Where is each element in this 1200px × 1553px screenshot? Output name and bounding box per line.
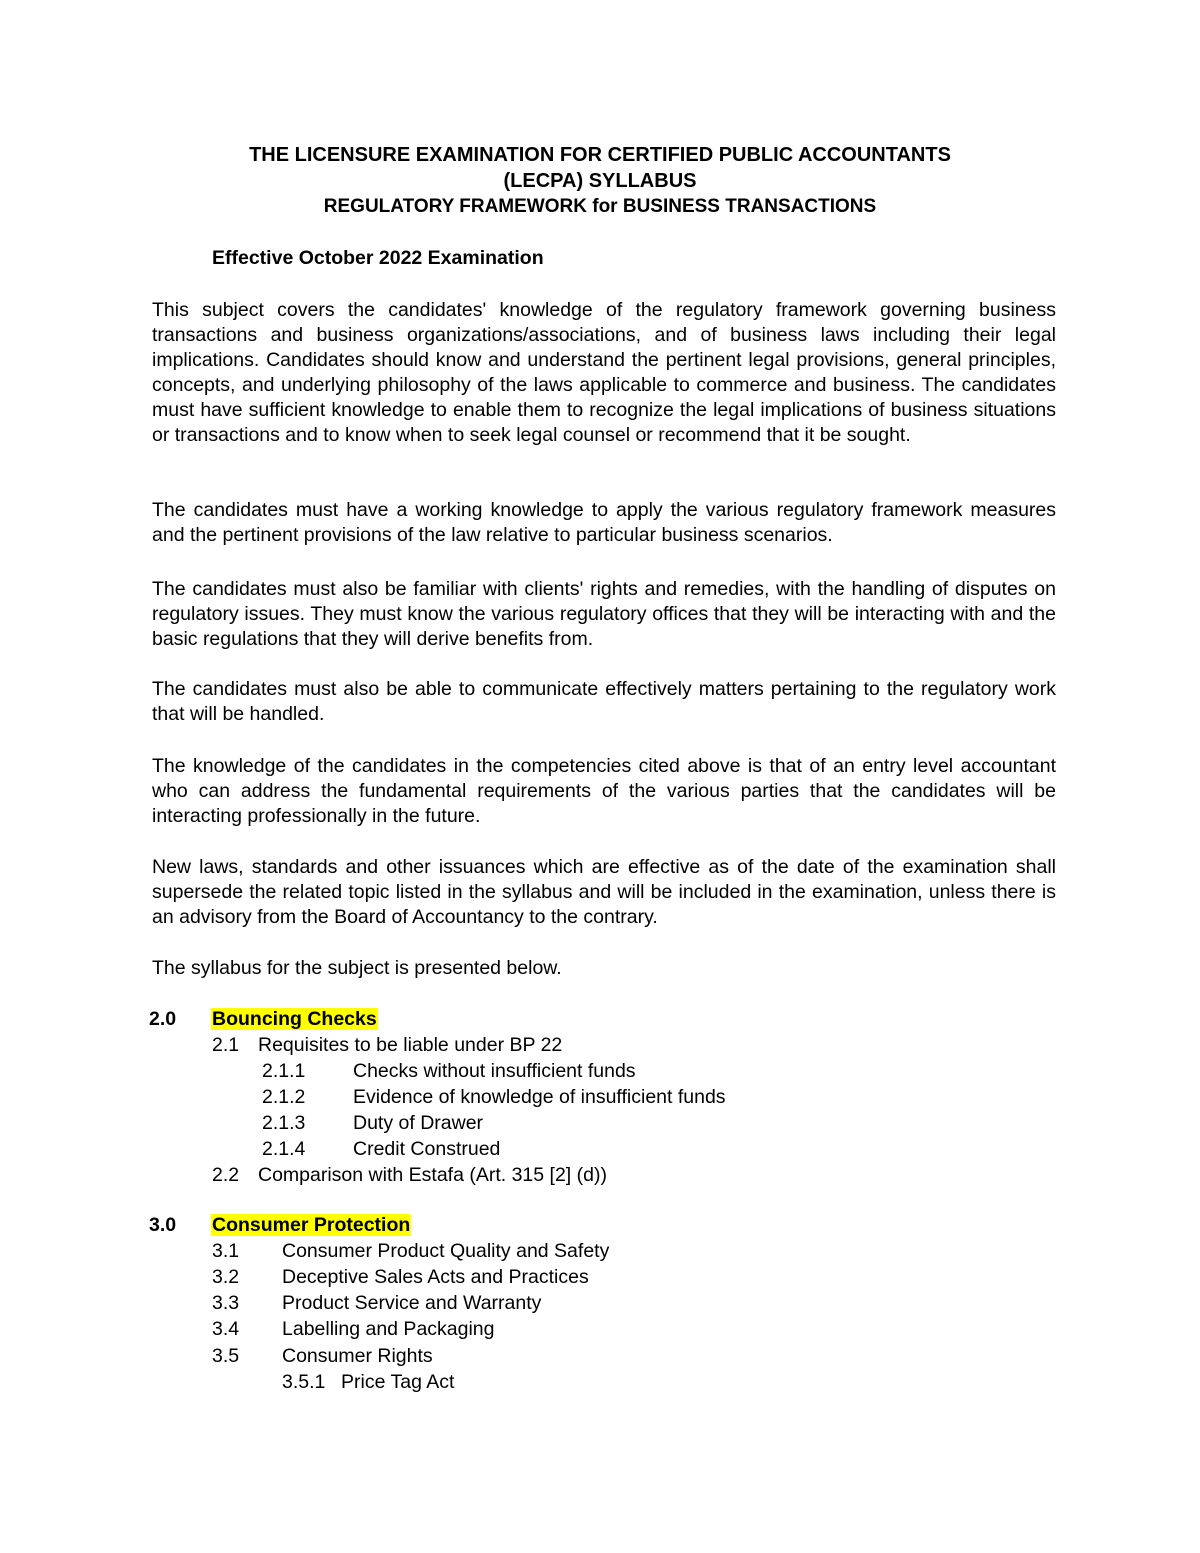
list-item — [212, 1343, 239, 1369]
item-number: 2.1 — [212, 1034, 240, 1056]
section-number-text: 2.0 — [149, 1008, 177, 1030]
section-title — [211, 1006, 378, 1032]
section-number-text: 3.0 — [149, 1214, 177, 1236]
paragraph: New laws, standards and other issuances which are effective as of the date of the examination shall supersede the related topic listed in the syllabus and will be included in the examination, unless there is an advisory from the Board of Accountancy to the contrary. — [152, 856, 1056, 928]
item-number: 3.5 — [212, 1345, 240, 1367]
section-title — [211, 1212, 411, 1238]
title-line-2: (LECPA) SYLLABUS — [503, 170, 697, 192]
item-label: Comparison with Estafa (Art. 315 [2] (d)) — [258, 1164, 607, 1186]
item-label: Consumer Rights — [282, 1345, 433, 1367]
item-label: Deceptive Sales Acts and Practices — [282, 1266, 589, 1288]
list-item — [258, 1162, 607, 1188]
section-number — [149, 1212, 176, 1238]
list-item — [262, 1136, 305, 1162]
paragraph: The knowledge of the candidates in the competencies cited above is that of an entry level accountant who can address the fundamental requirements of the various parties that the candidates will be interacting professionally in the future. — [152, 755, 1056, 827]
item-number: 3.3 — [212, 1292, 240, 1314]
list-item — [282, 1316, 495, 1342]
list-item — [212, 1264, 239, 1290]
list-item — [341, 1369, 454, 1395]
item-label: Duty of Drawer — [353, 1112, 484, 1134]
item-number: 2.2 — [212, 1164, 240, 1186]
list-item — [353, 1084, 726, 1110]
paragraph: The candidates must also be familiar with clients' rights and remedies, with the handling of disputes on regulatory issues. They must know the various regulatory offices that they will be interacting with and the basic regulations that they will derive benefits from. — [152, 578, 1056, 650]
item-number: 3.1 — [212, 1240, 240, 1262]
list-item — [212, 1316, 239, 1342]
list-item — [282, 1264, 589, 1290]
list-item — [282, 1290, 541, 1316]
list-item — [282, 1369, 325, 1395]
list-item — [353, 1110, 483, 1136]
list-item — [212, 1162, 239, 1188]
paragraph: This subject covers the candidates' knowledge of the regulatory framework governing business transactions and business organizations/associations, and of business laws including their legal implications. Candidates should know and understand the pertinent legal provisions, general principles, concepts, and underlying philosophy of the laws applicable to commerce and business. The candidates must have sufficient knowledge to enable them to recognize the legal implications of business situations or transactions and to know when to seek legal counsel or recommend that it be sought. — [152, 299, 1056, 446]
title-line-1: THE LICENSURE EXAMINATION FOR CERTIFIED PUBLIC ACCOUNTANTS — [249, 144, 951, 166]
list-item — [282, 1343, 433, 1369]
section-number — [149, 1006, 176, 1032]
title-line-3: REGULATORY FRAMEWORK for BUSINESS TRANSACTIONS — [323, 196, 877, 217]
item-number: 3.2 — [212, 1266, 240, 1288]
list-item — [262, 1084, 305, 1110]
list-item — [353, 1136, 500, 1162]
item-label: Consumer Product Quality and Safety — [282, 1240, 610, 1262]
paragraph: The syllabus for the subject is presented below. — [152, 957, 562, 979]
item-label: Checks without insufficient funds — [353, 1060, 636, 1082]
list-item — [212, 1238, 239, 1264]
item-number: 2.1.4 — [262, 1138, 306, 1160]
document-title — [0, 142, 1200, 220]
list-item — [353, 1058, 636, 1084]
paragraph: The candidates must also be able to communicate effectively matters pertaining to the regulatory work that will be handled. — [152, 678, 1056, 725]
item-number: 2.1.1 — [262, 1060, 306, 1082]
section-title-highlighted: Consumer Protection — [212, 1214, 411, 1236]
item-number: 3.4 — [212, 1318, 240, 1340]
item-label: Price Tag Act — [341, 1371, 455, 1393]
paragraph: The candidates must have a working knowledge to apply the various regulatory framework measures and the pertinent provisions of the law relative to particular business scenarios. — [152, 499, 1056, 546]
list-item — [262, 1058, 305, 1084]
item-label: Requisites to be liable under BP 22 — [258, 1034, 563, 1056]
item-number: 3.5.1 — [282, 1371, 326, 1393]
list-item — [258, 1032, 562, 1058]
item-label: Credit Construed — [353, 1138, 501, 1160]
item-number: 2.1.3 — [262, 1112, 306, 1134]
list-item — [212, 1290, 239, 1316]
effective-date-heading: Effective October 2022 Examination — [212, 247, 544, 269]
list-item — [282, 1238, 609, 1264]
list-item — [262, 1110, 305, 1136]
item-number: 2.1.2 — [262, 1086, 306, 1108]
section-title-highlighted: Bouncing Checks — [212, 1008, 377, 1030]
list-item — [212, 1032, 239, 1058]
item-label: Labelling and Packaging — [282, 1318, 495, 1340]
item-label: Evidence of knowledge of insufficient funds — [353, 1086, 726, 1108]
item-label: Product Service and Warranty — [282, 1292, 542, 1314]
